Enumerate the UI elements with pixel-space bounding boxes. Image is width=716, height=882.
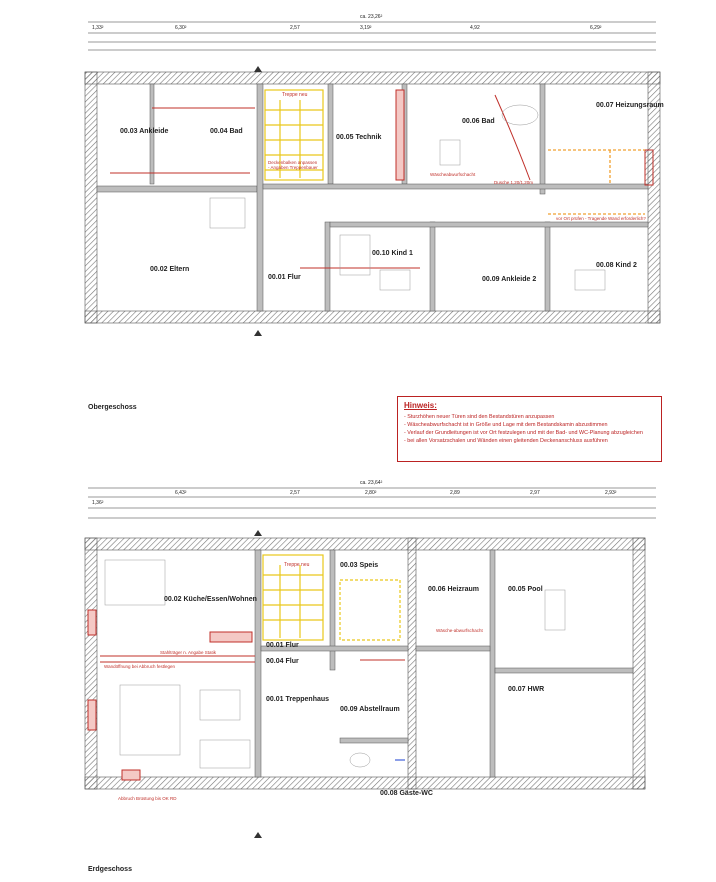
room-label: 00.08 Kind 2: [596, 262, 637, 269]
annotation: Wäsche-abwurfschacht: [436, 628, 483, 633]
dim: 2,93²: [605, 490, 617, 496]
room-label: 00.01 Flur: [266, 642, 299, 649]
hinweis-line: - Verlauf der Grundleitungen ist vor Ort festzulegen und mit der Bad- und WC-Planung abzugleichen: [404, 430, 643, 436]
hinweis-line: - bei allen Vorsatzschalen und Wänden einen gleitenden Deckenanschluss ausführen: [404, 438, 608, 444]
hinweis-box: [397, 396, 662, 462]
dim: 2,57: [290, 25, 300, 31]
dim: 6,29²: [590, 25, 602, 31]
room-label: 00.01 Treppenhaus: [266, 696, 330, 703]
total-width-og: ca. 23,26²: [360, 14, 383, 20]
room-label: 00.04 Flur: [266, 658, 299, 665]
room-label: 00.07 HWR: [508, 686, 545, 693]
room-label: 00.04 Bad: [210, 128, 243, 135]
dim: 2,89: [450, 490, 460, 496]
floor-title: Obergeschoss: [88, 404, 137, 411]
total-width-eg: ca. 23,64²: [360, 480, 383, 486]
room-label: 00.06 Heizraum: [428, 586, 479, 593]
annotation: Deckenbalken anpassen - Angaben Treppenbauer: [268, 160, 318, 170]
room-label: 00.05 Pool: [508, 586, 543, 593]
annotation: Treppe neu: [284, 562, 310, 568]
room-label: 00.02 Eltern: [150, 266, 190, 273]
room-label: 00.10 Kind 1: [372, 250, 413, 257]
room-label: 00.02 Küche/Essen/Wohnen: [164, 596, 257, 603]
annotation: Wäscheabwurfschacht: [430, 172, 476, 177]
dim: 1,33²: [92, 25, 104, 31]
annotation: Dusche 1,20/1,20m: [494, 180, 534, 185]
og-inner-walls: [97, 84, 648, 311]
room-label: 00.05 Technik: [336, 134, 382, 141]
dim: 1,36²: [92, 500, 104, 506]
hinweis-title: Hinweis:: [404, 401, 437, 410]
hinweis-line: - Sturzhöhen neuer Türen sind den Bestandstüren anzupassen: [404, 414, 555, 420]
room-label: 00.07 Heizungsraum: [596, 102, 664, 109]
annotation: vor Ort prüfen - Tragende Wand erforderlich?: [556, 216, 646, 221]
dim: 2,57: [290, 490, 300, 496]
og-top-dimension-lines: [88, 22, 656, 50]
annotation: Treppe neu: [282, 92, 308, 98]
dim: 2,80²: [365, 490, 377, 496]
room-label: 00.09 Abstellraum: [340, 706, 400, 713]
room-label: 00.09 Ankleide 2: [482, 276, 537, 283]
og-red-annotations: [110, 90, 653, 268]
dim: 6,43²: [175, 490, 187, 496]
og-orange-beam: [548, 150, 645, 214]
dim: 3,19²: [360, 25, 372, 31]
dim: 6,30²: [175, 25, 187, 31]
annotation: Stahlträger n. Angabe Statik: [160, 650, 217, 655]
eg-red-annotations: [88, 610, 405, 780]
hinweis-line: - Wäscheabwurfschacht ist in Größe und Lage mit dem Bestandskamin abzustimmen: [404, 422, 608, 428]
dim: 2,97: [530, 490, 540, 496]
annotation: Wandöffnung bei Abbruch festlegen: [104, 664, 176, 669]
room-label: 00.01 Flur: [268, 274, 301, 281]
annotation: Abbruch Brüstung bis OK RD: [118, 796, 177, 801]
dim: 4,92: [470, 25, 480, 31]
eg-inner-walls: [255, 550, 633, 777]
og-outer-walls: [85, 72, 660, 323]
room-label: 00.08 Gäste-WC: [380, 790, 433, 797]
room-label: 00.03 Ankleide: [120, 128, 169, 135]
room-label: 00.06 Bad: [462, 118, 495, 125]
floor-title: Erdgeschoss: [88, 866, 132, 873]
room-label: 00.03 Speis: [340, 562, 379, 569]
